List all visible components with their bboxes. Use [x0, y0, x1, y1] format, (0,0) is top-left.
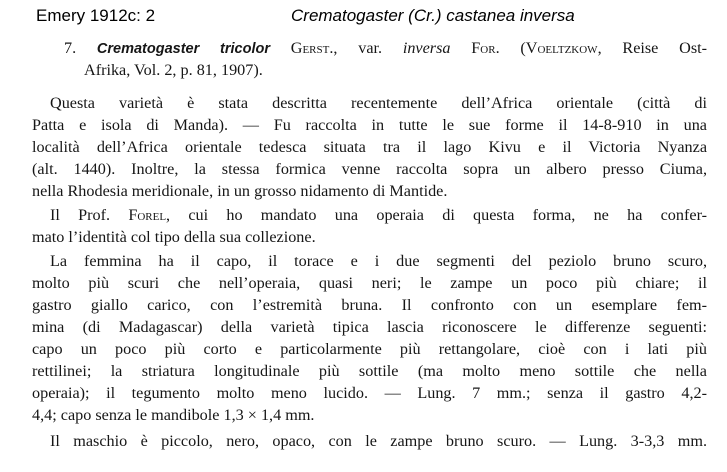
citation-label: Emery 1912c: 2	[36, 6, 156, 25]
paragraph-line: operaia); il tegumento molto meno lucido. — Lung. 7 mm.; senza il gastro 4,2-	[32, 384, 707, 402]
paragraph-line: gastro giallo carico, con l’estremità bruna. Il confronto con un esemplare fem-	[32, 296, 707, 314]
variety-author: For.	[471, 39, 500, 57]
paragraph-line: (alt. 1440). Inoltre, la stessa formica venne raccolta sopra un albero presso Ciuma,	[32, 160, 707, 178]
paragraph-line: mina (di Madagascar) della varietà tipica lascia riconoscere le differenze seguenti:	[32, 318, 707, 336]
paragraph-line: molto più scuri che nell’operaia, quasi neri; le zampe un poco più chiare; il	[32, 274, 707, 292]
paragraph-line: località dell’Africa orientale tedesca situata tra il lago Kivu e il Victoria Nyanza	[32, 138, 707, 156]
text-fragment: , cui ho mandato una operaia di questa forma, ne ha confer-	[166, 206, 708, 224]
genus-species: Crematogaster tricolor	[96, 41, 270, 57]
taxon-label: Crematogaster (Cr.) castanea inversa	[291, 6, 575, 25]
paragraph-line: capo un poco più corto e particolarmente più rettangolare, cioè con i lati più	[32, 340, 707, 358]
paragraph-line	[50, 204, 707, 226]
paragraph-line: Questa varietà è stata descritta recentemente dell’Africa orientale (città di	[50, 94, 707, 112]
paragraph-line: mato l’identità col tipo della sua collezione.	[32, 228, 316, 246]
paragraph-line: La femmina ha il capo, il torace e i due segmenti del peziolo bruno scuro,	[50, 252, 707, 270]
paragraph-line: Patta e isola di Manda). — Fu raccolta in tutte le sue forme il 14-8-910 in una	[32, 116, 707, 134]
paragraph-line: 4,4; capo senza le mandibole 1,3 × 1,4 mm.	[32, 406, 315, 424]
paragraph-line: Il maschio è piccolo, nero, opaco, con le zampe bruno scuro. — Lung. 3-3,3 mm.	[50, 432, 707, 450]
reference-author: Voeltzkow	[525, 39, 598, 57]
variety-prefix: , var.	[333, 39, 383, 57]
reference-part-1: , Reise Ost-	[597, 39, 708, 57]
entry-number: 7.	[64, 39, 77, 57]
entry-heading-line-1	[64, 37, 707, 59]
variety-name: inversa	[402, 39, 451, 57]
ref-open: (	[520, 39, 526, 57]
person-name: Forel	[128, 206, 167, 224]
species-author: Gerst.	[290, 39, 334, 57]
paragraph-line: rettilinei; la striatura longitudinale più sottile (ma molto meno sottile che nella	[32, 362, 707, 380]
paragraph-line: nella Rhodesia meridionale, in un grosso nidamento di Mantide.	[32, 182, 448, 200]
text-fragment: Il Prof.	[50, 206, 111, 224]
entry-heading-line-2: Afrika, Vol. 2, p. 81, 1907).	[84, 61, 263, 79]
